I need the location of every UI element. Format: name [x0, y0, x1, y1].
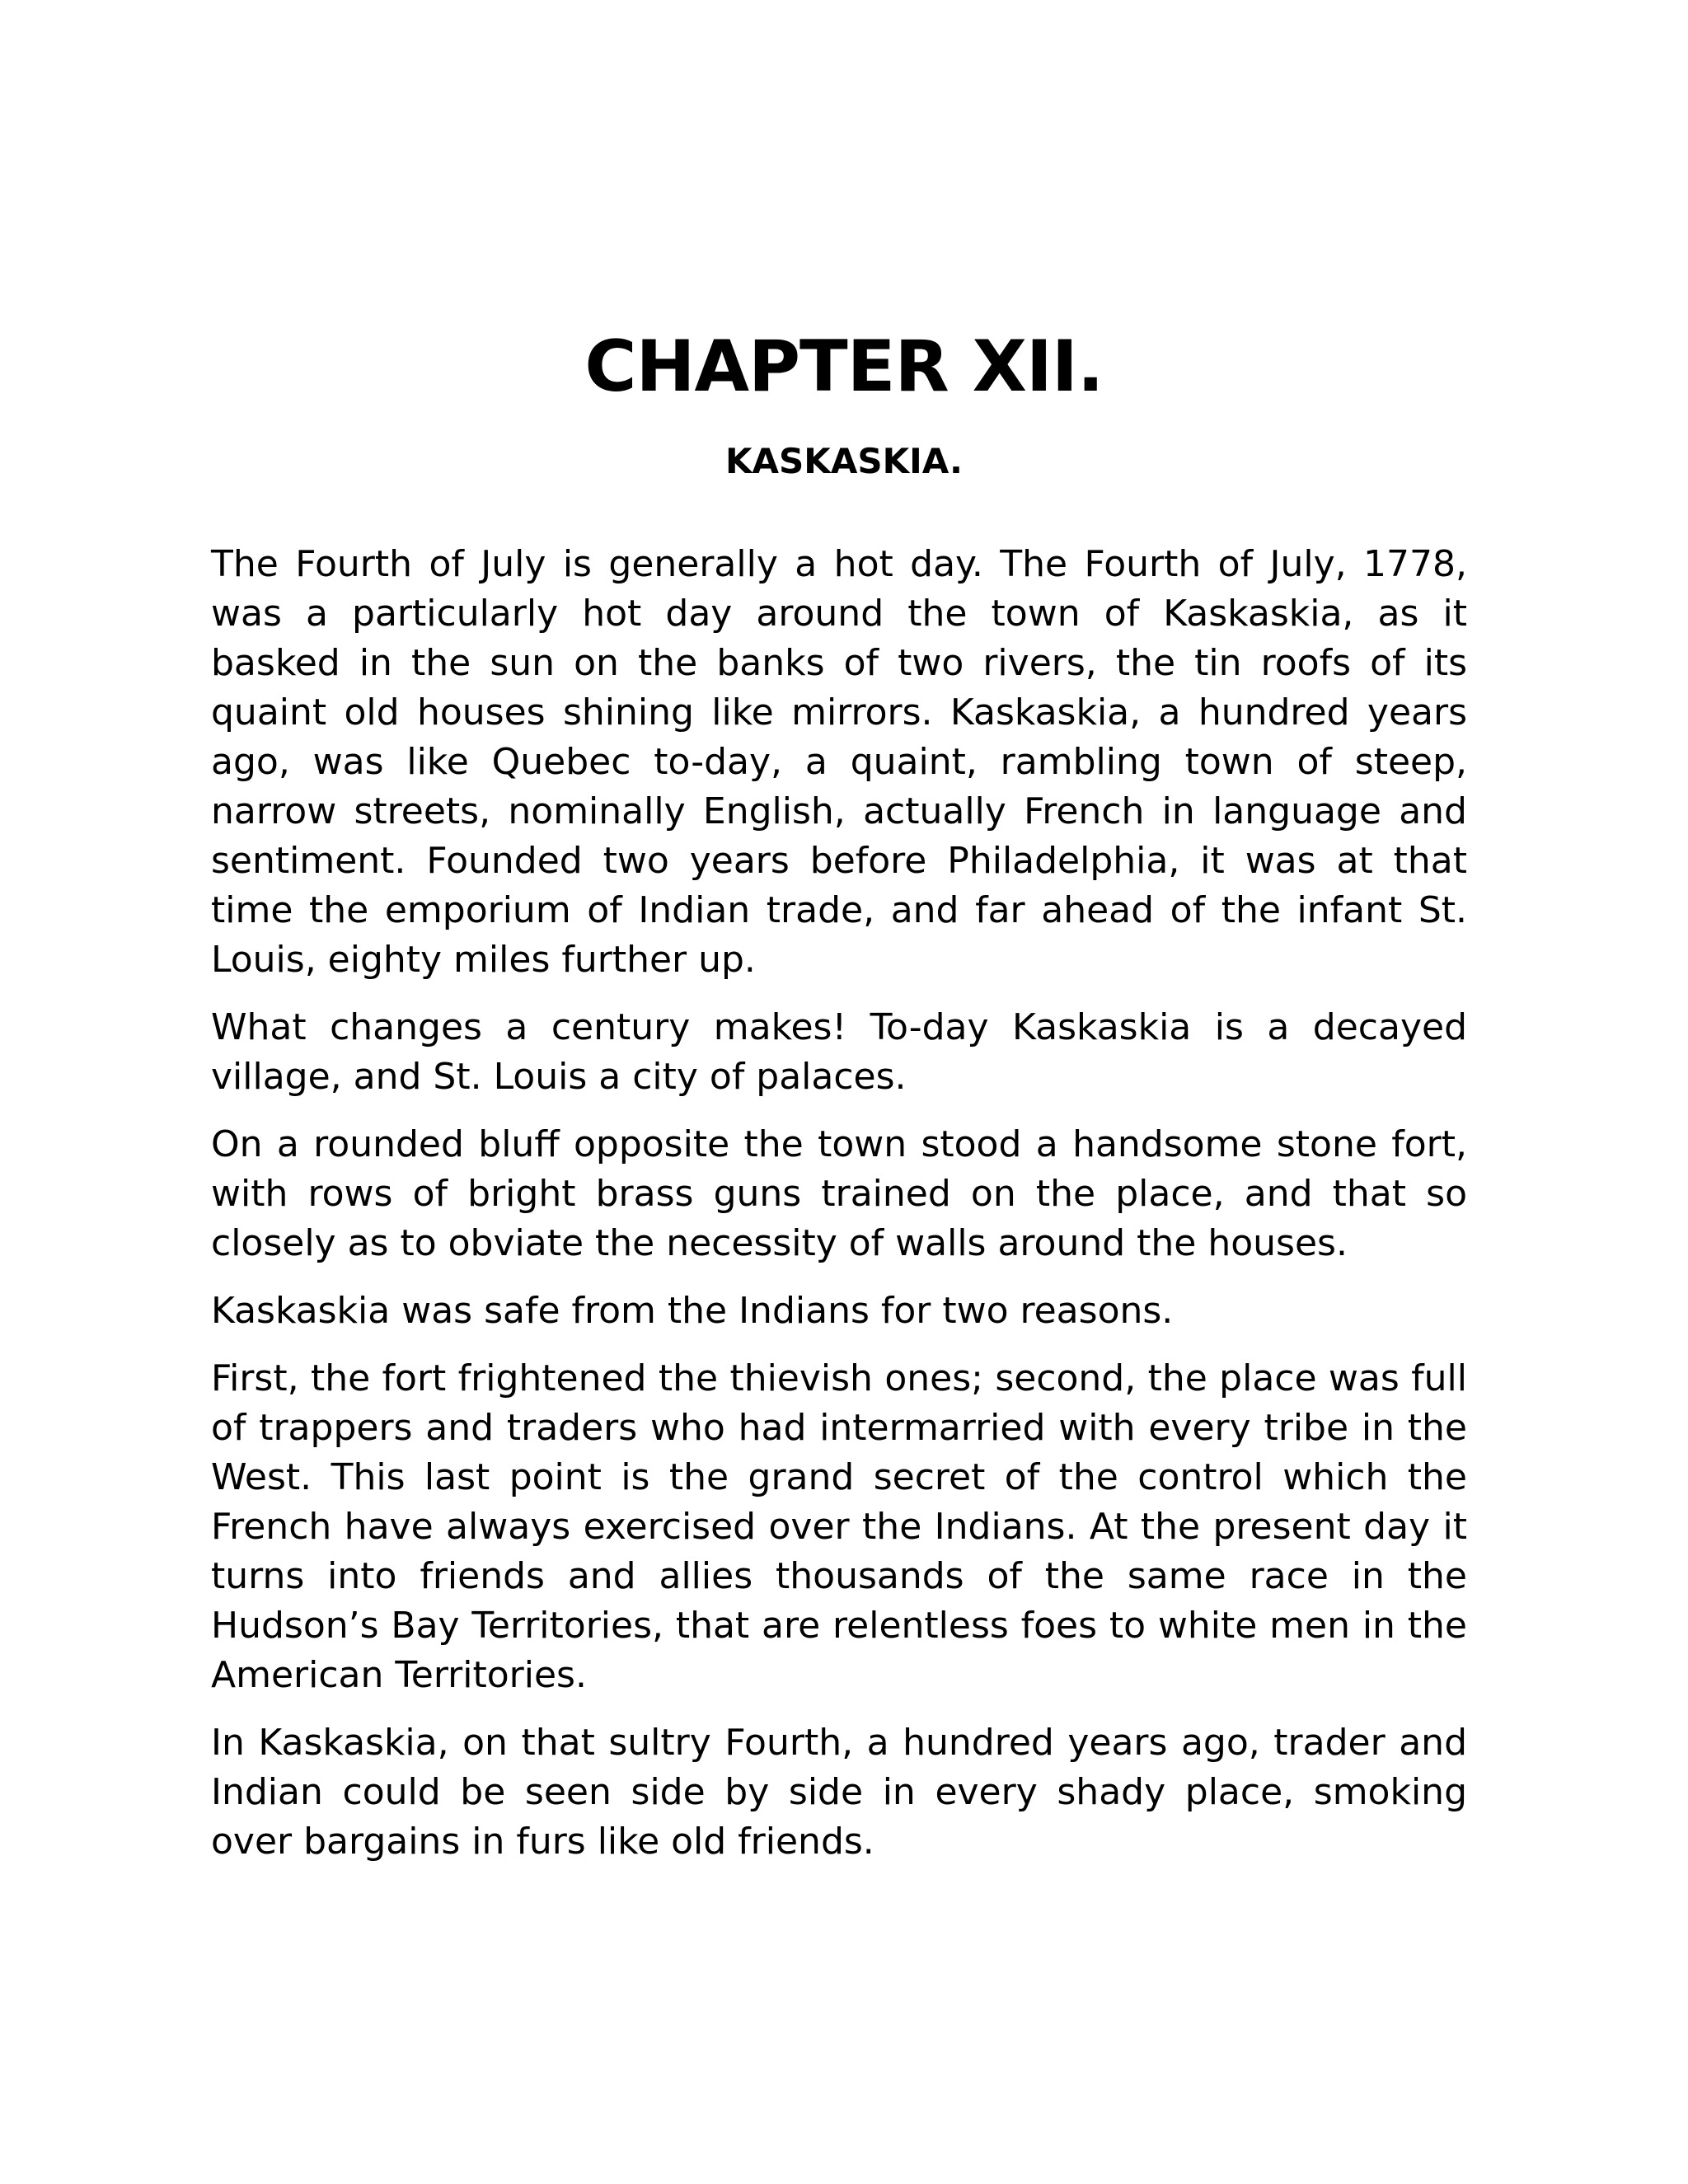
paragraph: In Kaskaskia, on that sultry Fourth, a hundred years ago, trader and Indian could be seen side by side in every shady place, smoking over bargains in furs like old friends. — [211, 1722, 1467, 1863]
chapter-body — [211, 540, 1467, 1885]
paragraph: The Fourth of July is generally a hot day. The Fourth of July, 1778, was a particularly hot day around the town of Kaskaskia, as it basked in the sun on the banks of two rivers, the tin roofs of its quaint old houses shining like mirrors. Kaskaskia, a hundred years ago, was like Quebec to-day, a quaint, rambling town of steep, narrow streets, nominally English, actually French in language and sentiment. Founded two years before Philadelphia, it was at that time the emporium of Indian trade, and far ahead of the infant St. Louis, eighty miles further up. — [211, 543, 1467, 981]
paragraph: On a rounded bluff opposite the town stood a handsome stone fort, with rows of bright brass guns trained on the place, and that so closely as to obviate the necessity of walls around the houses. — [211, 1123, 1467, 1264]
paragraph: What changes a century makes! To-day Kaskaskia is a decayed village, and St. Louis a city of palaces. — [211, 1006, 1467, 1098]
chapter-subtitle: KASKASKIA. — [724, 441, 963, 481]
paragraph: First, the fort frightened the thievish ones; second, the place was full of trappers and traders who had intermarried with every tribe in the West. This last point is the grand secret of the control which the French have always exercised over the Indians. At the present day it turns into friends and allies thousands of the same race in the Hudson’s Bay Territories, that are relentless foes to white men in the American Territories. — [211, 1357, 1467, 1696]
paragraph: Kaskaskia was safe from the Indians for two reasons. — [211, 1290, 1174, 1332]
chapter-title: CHAPTER XII. — [584, 326, 1104, 408]
